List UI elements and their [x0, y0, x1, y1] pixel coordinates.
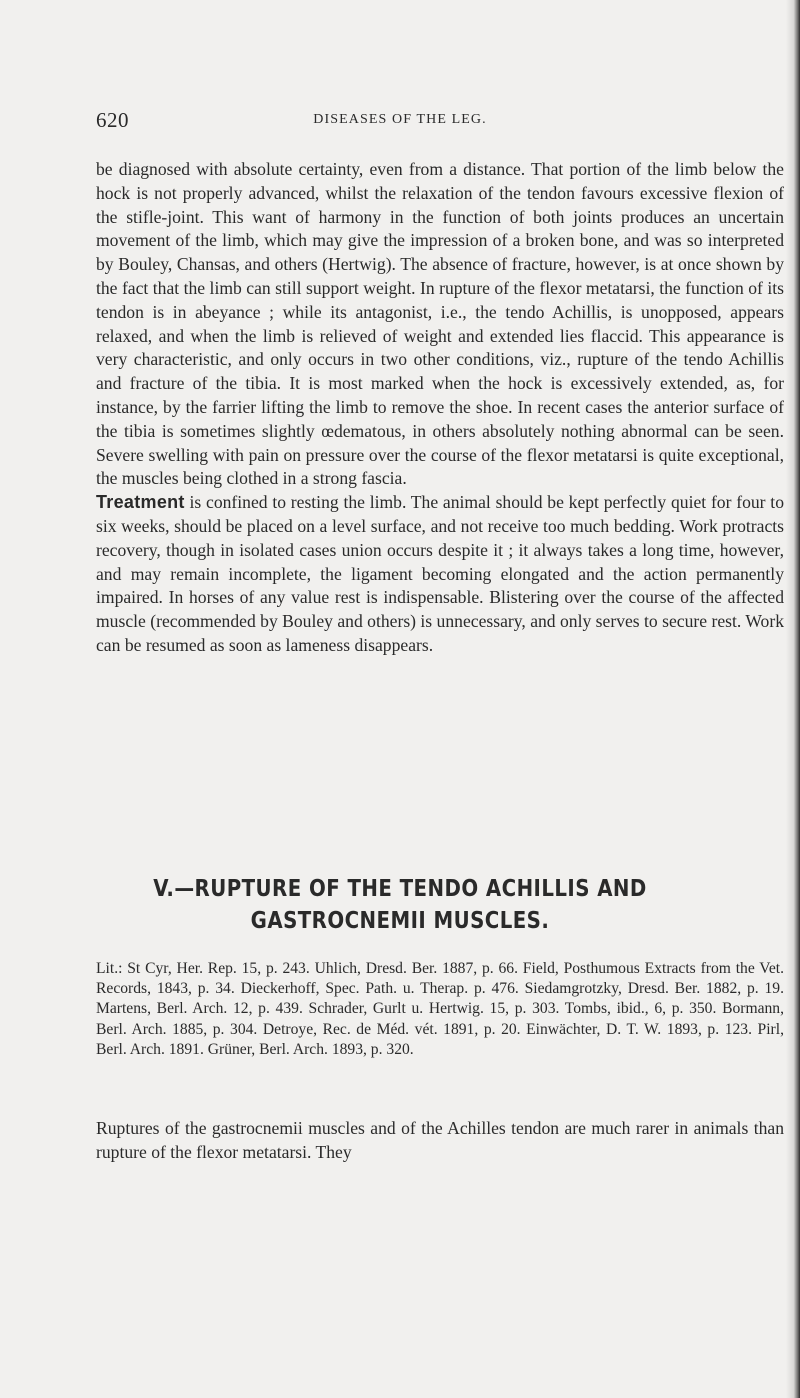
- running-head: DISEASES OF THE LEG.: [313, 112, 487, 127]
- literature-text: Lit.: St Cyr, Her. Rep. 15, p. 243. Uhlich, Dresd. Ber. 1887, p. 66. Field, Posthumous Extracts from the Vet. Records, 1843, p. 34. Dieckerhoff, Spec. Path. u. Therap. p. 476. Siedamgrotzky, Dresd. Ber. 1882, p. 19. Martens, Berl. Arch. 12, p. 439. Schrader, Gurlt u. Hertwig. 15, p. 303. Tombs, ibid., 6, p. 350. Bormann, Berl. Arch. 1885, p. 304. Detroye, Rec. de Méd. vét. 1891, p. 20. Einwächter, D. T. W. 1893, p. 123. Pirl, Berl. Arch. 1891. Grüner, Berl. Arch. 1893, p. 320.: [96, 960, 784, 1058]
- treatment-heading: Treatment: [96, 492, 185, 513]
- page-header: [0, 108, 800, 138]
- paragraph-diagnosis: be diagnosed with absolute certainty, even from a distance. That portion of the limb below the hock is not properly advanced, whilst the relaxation of the tendon favours excessive flexion of the stifle-joint. This want of harmony in the function of both joints produces an uncertain movement of the limb, which may give the impression of a broken bone, and was so interpreted by Bouley, Chansas, and others (Hertwig). The absence of fracture, however, is at once shown by the fact that the limb can still support weight. In rupture of the flexor metatarsi, the function of its tendon is in abeyance ; while its antagonist, i.e., the tendo Achillis, is unopposed, appears relaxed, and when the limb is relieved of weight and extended lies flaccid. This appearance is very characteristic, and only occurs in two other conditions, viz., rupture of the tendo Achillis and fracture of the tibia. It is most marked when the hock is excessively extended, as, for instance, by the farrier lifting the limb to remove the shoe. In recent cases the anterior surface of the tibia is sometimes slightly œdematous, in others absolutely nothing abnormal can be seen. Severe swelling with pain on pressure over the course of the flexor metatarsi is quite exceptional, the muscles being clothed in a strong fascia.: [96, 159, 784, 489]
- paragraph-treatment: [96, 491, 784, 658]
- treatment-text: is confined to resting the limb. The animal should be kept perfectly quiet for four to six weeks, should be placed on a level surface, and not receive too much bedding. Work protracts recovery, though in isolated cases union occurs despite it ; it always takes a long time, however, and may remain incomplete, the ligament becoming elongated and the action permanently impaired. In horses of any value rest is indispensable. Blistering over the course of the affected muscle (recommended by Bouley and others) is unnecessary, and only serves to secure rest. Work can be resumed as soon as lameness disappears.: [96, 492, 784, 655]
- paragraph-ruptures: Ruptures of the gastrocnemii muscles and of the Achilles tendon are much rarer in animals than rupture of the flexor metatarsi. They: [96, 1118, 784, 1162]
- section-title-line-1: V.—RUPTURE OF THE TENDO ACHILLIS AND: [153, 876, 647, 902]
- literature-references: [96, 959, 784, 1060]
- page-number: 620: [96, 108, 129, 132]
- section-title-line-2: GASTROCNEMII MUSCLES.: [250, 908, 550, 934]
- closing-text: [96, 1117, 784, 1165]
- section-title: [56, 873, 744, 937]
- main-text: [96, 158, 784, 658]
- page-edge-shadow: [786, 0, 800, 1398]
